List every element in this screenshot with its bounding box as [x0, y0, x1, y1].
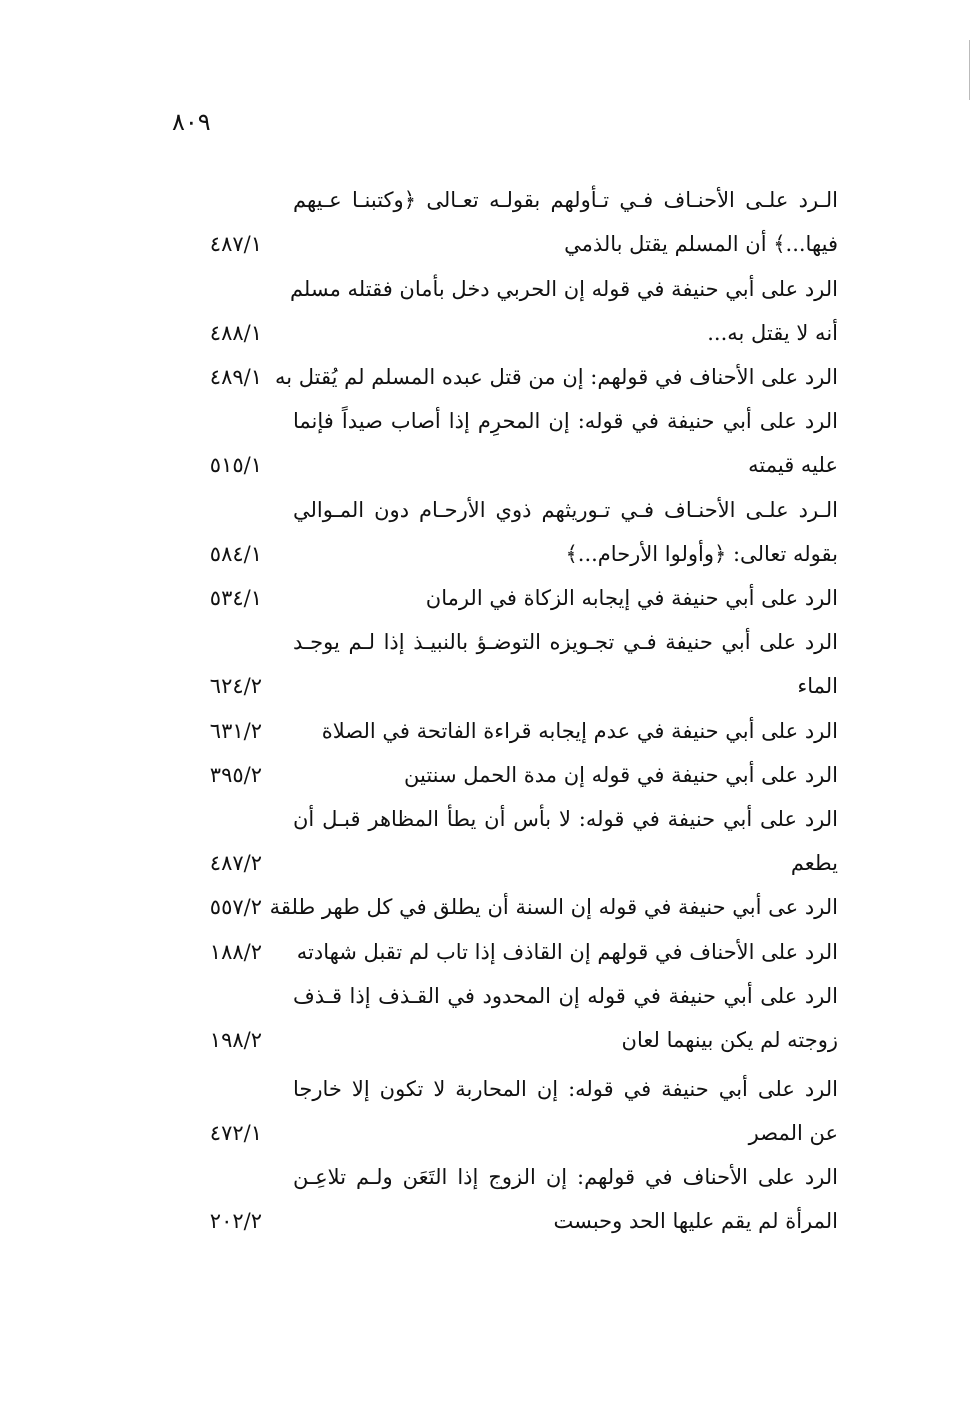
entry-reference: ١٨٨/٢ [209, 940, 262, 964]
entry-reference: ٦٢٤/٢ [209, 674, 262, 698]
entry-line: الرد على أبي حنيفة في قوله: إن المحرِم إذا أصاب صيداً فإنما [293, 409, 838, 433]
entry-reference: ٥٣٤/١ [209, 586, 262, 610]
entry-line: الرد على أبي حنيفة في قوله إن الحربي دخل بأمان فقتله مسلم [289, 277, 838, 301]
entry-reference: ٤٧٢/١ [209, 1121, 262, 1145]
entry-reference: ٤٨٧/٢ [209, 851, 262, 875]
entry-reference: ٤٨٧/١ [209, 232, 262, 256]
entry-line: الرد على أبي حنيفة في عدم إيجابه قراءة الفاتحة في الصلاة [321, 719, 838, 743]
entry-line: المرأة لم يقم عليها الحد وحبست [553, 1209, 838, 1233]
entry-line: الماء [797, 674, 838, 698]
entry-line: زوجته لم يكن بينهما لعان [621, 1028, 838, 1052]
entry-reference: ٥١٥/١ [209, 453, 262, 477]
entry-line: الرد على أبي حنيفة فـي تجـويزه التوضـؤ بالنبيـذ إذا لـم يوجـد [293, 630, 838, 654]
entry-reference: ٥٨٤/١ [209, 542, 262, 566]
entry-line: أنه لا يقتل به... [707, 321, 838, 345]
entry-line: الرد على الأحناف في قولهم إن القاذف إذا تاب لم تقبل شهادته [296, 940, 838, 964]
entry-reference: ٤٨٨/١ [209, 321, 262, 345]
entry-line: الرد على أبي حنيفة في إيجابه الزكاة في الرمان [425, 586, 838, 610]
entry-line: الرد على الأحناف في قولهم: إن الزوج إذا التَعَن ولـم تلاعِـن [293, 1165, 838, 1189]
entry-line: الرد على الأحناف في قولهم: إن من قتل عبده المسلم لم يُقتل به [274, 365, 838, 389]
entry-line: الرد عى أبي حنيفة في قوله إن السنة أن يطلق في كل طهر طلقة [269, 895, 838, 919]
entry-reference: ١٩٨/٢ [209, 1028, 262, 1052]
entry-line: الرد على أبي حنيفة في قوله: لا بأس أن يطأ المظاهر قبـل أن [293, 807, 838, 831]
entry-line: عليه قيمته [748, 453, 838, 477]
entry-reference: ٤٨٩/١ [209, 365, 262, 389]
entry-line: الـرد علـى الأحنـاف فـي تـوريثهم ذوي الأرحـام دون المـوالي [293, 498, 838, 522]
entry-reference: ٦٣١/٢ [209, 719, 262, 743]
entry-line: الرد على أبي حنيفة في قوله: إن المحاربة لا تكون إلا خارجا [293, 1077, 838, 1101]
page-number: ٨٠٩ [172, 108, 211, 136]
entry-line: الـرد علـى الأحنـاف فـي تـأولهم بقولـه تعـالى ﴿وكتبنـا عـيهم [293, 188, 838, 212]
entry-reference: ٥٥٧/٢ [209, 895, 262, 919]
entry-line: فيها...﴾ أن المسلم يقتل بالذمي [564, 232, 838, 256]
entry-line: بقوله تعالى: ﴿وأولوا الأرحام...﴾ [565, 542, 838, 566]
entry-line: عن المصر [748, 1121, 838, 1145]
entry-reference: ٣٩٥/٢ [209, 763, 262, 787]
entry-reference: ٢٠٢/٢ [209, 1209, 262, 1233]
entry-line: يطعم [790, 851, 838, 875]
entry-line: الرد على أبي حنيفة في قوله إن المحدود في القـذف إذا قـذف [293, 984, 838, 1008]
entry-line: الرد على أبي حنيفة في قوله إن مدة الحمل سنتين [404, 763, 838, 787]
